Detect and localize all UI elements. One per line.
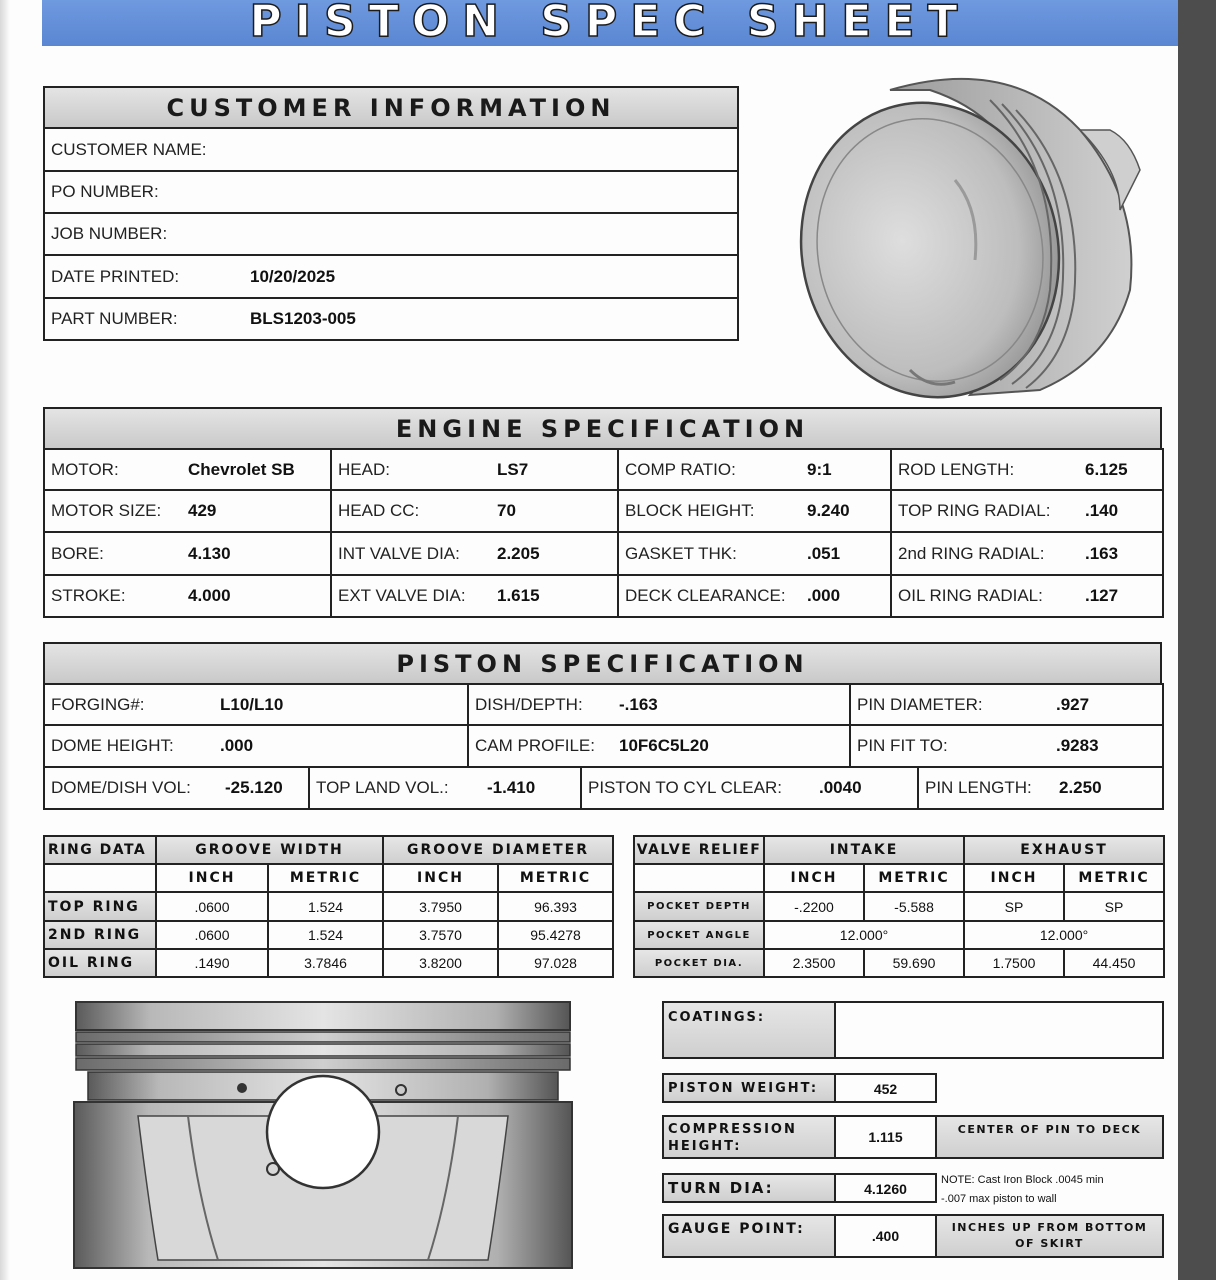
job-number-label: JOB NUMBER: [44,213,244,255]
piston-spec-table-b [43,766,1164,810]
piston-3d-illustration [780,60,1160,400]
oil-ring-gd-inch: 3.8200 [383,949,498,977]
intake-header: INTAKE [764,836,964,864]
gd-inch-header: INCH [383,864,498,892]
dome-dish-vol-label: DOME/DISH VOL: [44,767,219,809]
intake-inch-header: INCH [764,864,864,892]
pin-diameter-label: PIN DIAMETER: [850,684,1050,725]
second-ring-radial-value: .163 [1079,532,1163,575]
piston-weight-label: PISTON WEIGHT: [668,1081,819,1096]
oil-ring-gw-inch: .1490 [156,949,268,977]
ext-valve-dia-value: 1.615 [491,575,618,617]
stroke-value: 4.000 [182,575,331,617]
pocket-dia-int-inch: 2.3500 [764,949,864,977]
date-printed-label: DATE PRINTED: [44,255,244,298]
empty-cell [634,864,764,892]
gasket-thk-value: .051 [801,532,891,575]
gd-metric-header: METRIC [498,864,613,892]
customer-name-value [244,128,738,171]
customer-row [44,213,738,255]
gauge-point-label-box [662,1214,836,1258]
compression-height-label-box [662,1115,836,1159]
block-height-value: 9.240 [801,490,891,532]
engine-spec-header: ENGINE SPECIFICATION [43,407,1162,450]
top-land-vol-value: -1.410 [481,767,581,809]
gw-metric-header: METRIC [268,864,383,892]
valve-row [634,892,1164,921]
top-ring-radial-label: TOP RING RADIAL: [891,490,1079,532]
top-ring-gw-metric: 1.524 [268,892,383,921]
customer-row [44,128,738,171]
int-valve-dia-value: 2.205 [491,532,618,575]
second-ring-gd-inch: 3.7570 [383,921,498,949]
pin-length-label: PIN LENGTH: [918,767,1053,809]
pocket-depth-exh-metric: SP [1064,892,1164,921]
top-ring-gw-inch: .0600 [156,892,268,921]
compression-height-note: CENTER OF PIN TO DECK [935,1115,1164,1159]
cam-profile-value: 10F6C5L20 [613,725,850,767]
motor-label: MOTOR: [44,449,182,490]
coatings-label: COATINGS: [668,1010,766,1025]
cyl-clear-value: .0040 [813,767,918,809]
second-ring-gd-metric: 95.4278 [498,921,613,949]
pocket-depth-exh-inch: SP [964,892,1064,921]
pocket-angle-exhaust: 12.000° [964,921,1164,949]
ring-data-table [43,835,614,978]
head-cc-label: HEAD CC: [331,490,491,532]
compression-height-value: 1.115 [834,1115,937,1159]
ring-data-label: RING DATA [44,836,156,864]
int-valve-dia-label: INT VALVE DIA: [331,532,491,575]
exhaust-metric-header: METRIC [1064,864,1164,892]
pocket-depth-int-inch: -.2200 [764,892,864,921]
page-title: PISTON SPEC SHEET [249,0,971,47]
oil-ring-radial-label: OIL RING RADIAL: [891,575,1079,617]
turn-dia-label: TURN DIA: [668,1179,774,1197]
engine-row [44,490,1163,532]
bore-value: 4.130 [182,532,331,575]
piston-side-view-drawing [68,998,578,1276]
piston-spec-header: PISTON SPECIFICATION [43,642,1162,685]
valve-row [634,949,1164,977]
ring-row [44,892,613,921]
head-value: LS7 [491,449,618,490]
second-ring-label: 2ND RING [44,921,156,949]
engine-row [44,449,1163,490]
rod-length-label: ROD LENGTH: [891,449,1079,490]
exhaust-header: EXHAUST [964,836,1164,864]
ext-valve-dia-label: EXT VALVE DIA: [331,575,491,617]
pocket-dia-exh-metric: 44.450 [1064,949,1164,977]
comp-ratio-label: COMP RATIO: [618,449,801,490]
po-number-value [244,171,738,213]
pocket-angle-label: POCKET ANGLE [634,921,764,949]
bore-label: BORE: [44,532,182,575]
pin-diameter-value: .927 [1050,684,1163,725]
head-label: HEAD: [331,449,491,490]
pocket-dia-exh-inch: 1.7500 [964,949,1064,977]
customer-row [44,298,738,340]
ring-row [44,949,613,977]
pin-fit-label: PIN FIT TO: [850,725,1050,767]
part-number-value: BLS1203-005 [244,298,738,340]
valve-unit-row [634,864,1164,892]
turn-dia-value: 4.1260 [834,1173,937,1203]
piston-spec-table-a [43,683,1164,768]
pin-fit-value: .9283 [1050,725,1163,767]
forging-label: FORGING#: [44,684,214,725]
top-ring-gd-inch: 3.7950 [383,892,498,921]
forging-value: L10/L10 [214,684,468,725]
po-number-label: PO NUMBER: [44,171,244,213]
groove-width-header: GROOVE WIDTH [156,836,383,864]
piston-row [44,725,1163,767]
deck-clearance-value: .000 [801,575,891,617]
dish-depth-value: -.163 [613,684,850,725]
customer-row [44,255,738,298]
pocket-dia-label: POCKET DIA. [634,949,764,977]
turn-dia-note-line2: -.007 max piston to wall [941,1193,1057,1205]
empty-cell [44,864,156,892]
valve-row [634,921,1164,949]
customer-info-header: CUSTOMER INFORMATION [43,86,739,129]
piston-row [44,684,1163,725]
turn-dia-note [941,1171,1161,1209]
exhaust-inch-header: INCH [964,864,1064,892]
top-land-vol-label: TOP LAND VOL.: [309,767,481,809]
pocket-dia-int-metric: 59.690 [864,949,964,977]
piston-weight-value: 452 [834,1073,937,1103]
second-ring-gw-metric: 1.524 [268,921,383,949]
head-cc-value: 70 [491,490,618,532]
turn-dia-note-line1: NOTE: Cast Iron Block .0045 min [941,1174,1104,1186]
page-edge-shade [0,0,10,1280]
pocket-depth-label: POCKET DEPTH [634,892,764,921]
motor-size-label: MOTOR SIZE: [44,490,182,532]
customer-name-label: CUSTOMER NAME: [44,128,244,171]
coatings-value [834,1001,1164,1059]
ring-unit-row [44,864,613,892]
date-printed-value: 10/20/2025 [244,255,738,298]
pocket-angle-intake: 12.000° [764,921,964,949]
top-ring-radial-value: .140 [1079,490,1163,532]
piston-row [44,767,1163,809]
ring-row [44,921,613,949]
compression-height-label: COMPRESSION HEIGHT: [668,1122,797,1154]
gw-inch-header: INCH [156,864,268,892]
dome-height-value: .000 [214,725,468,767]
gauge-point-label: GAUGE POINT: [668,1221,805,1237]
coatings-label-box [662,1001,836,1059]
job-number-value [244,213,738,255]
engine-row [44,532,1163,575]
part-number-label: PART NUMBER: [44,298,244,340]
oil-ring-label: OIL RING [44,949,156,977]
comp-ratio-value: 9:1 [801,449,891,490]
engine-spec-table [43,448,1164,618]
groove-diameter-header: GROOVE DIAMETER [383,836,613,864]
dome-height-label: DOME HEIGHT: [44,725,214,767]
valve-header-row [634,836,1164,864]
gauge-point-value: .400 [834,1214,937,1258]
oil-ring-radial-value: .127 [1079,575,1163,617]
stroke-label: STROKE: [44,575,182,617]
gasket-thk-label: GASKET THK: [618,532,801,575]
oil-ring-gd-metric: 97.028 [498,949,613,977]
engine-row [44,575,1163,617]
motor-size-value: 429 [182,490,331,532]
top-ring-label: TOP RING [44,892,156,921]
second-ring-gw-inch: .0600 [156,921,268,949]
valve-relief-label: VALVE RELIEF [634,836,764,864]
deck-clearance-label: DECK CLEARANCE: [618,575,801,617]
customer-info-table [43,127,739,341]
oil-ring-gw-metric: 3.7846 [268,949,383,977]
motor-value: Chevrolet SB [182,449,331,490]
title-banner [42,0,1178,46]
gauge-point-note: INCHES UP FROM BOTTOM OF SKIRT [935,1214,1164,1258]
dish-depth-label: DISH/DEPTH: [468,684,613,725]
top-ring-gd-metric: 96.393 [498,892,613,921]
second-ring-radial-label: 2nd RING RADIAL: [891,532,1079,575]
ring-header-row [44,836,613,864]
dome-dish-vol-value: -25.120 [219,767,309,809]
pocket-depth-int-metric: -5.588 [864,892,964,921]
cyl-clear-label: PISTON TO CYL CLEAR: [581,767,813,809]
turn-dia-label-box [662,1173,836,1203]
rod-length-value: 6.125 [1079,449,1163,490]
intake-metric-header: METRIC [864,864,964,892]
customer-row [44,171,738,213]
valve-relief-table [633,835,1165,978]
pin-length-value: 2.250 [1053,767,1163,809]
cam-profile-label: CAM PROFILE: [468,725,613,767]
block-height-label: BLOCK HEIGHT: [618,490,801,532]
piston-weight-label-box [662,1073,836,1103]
